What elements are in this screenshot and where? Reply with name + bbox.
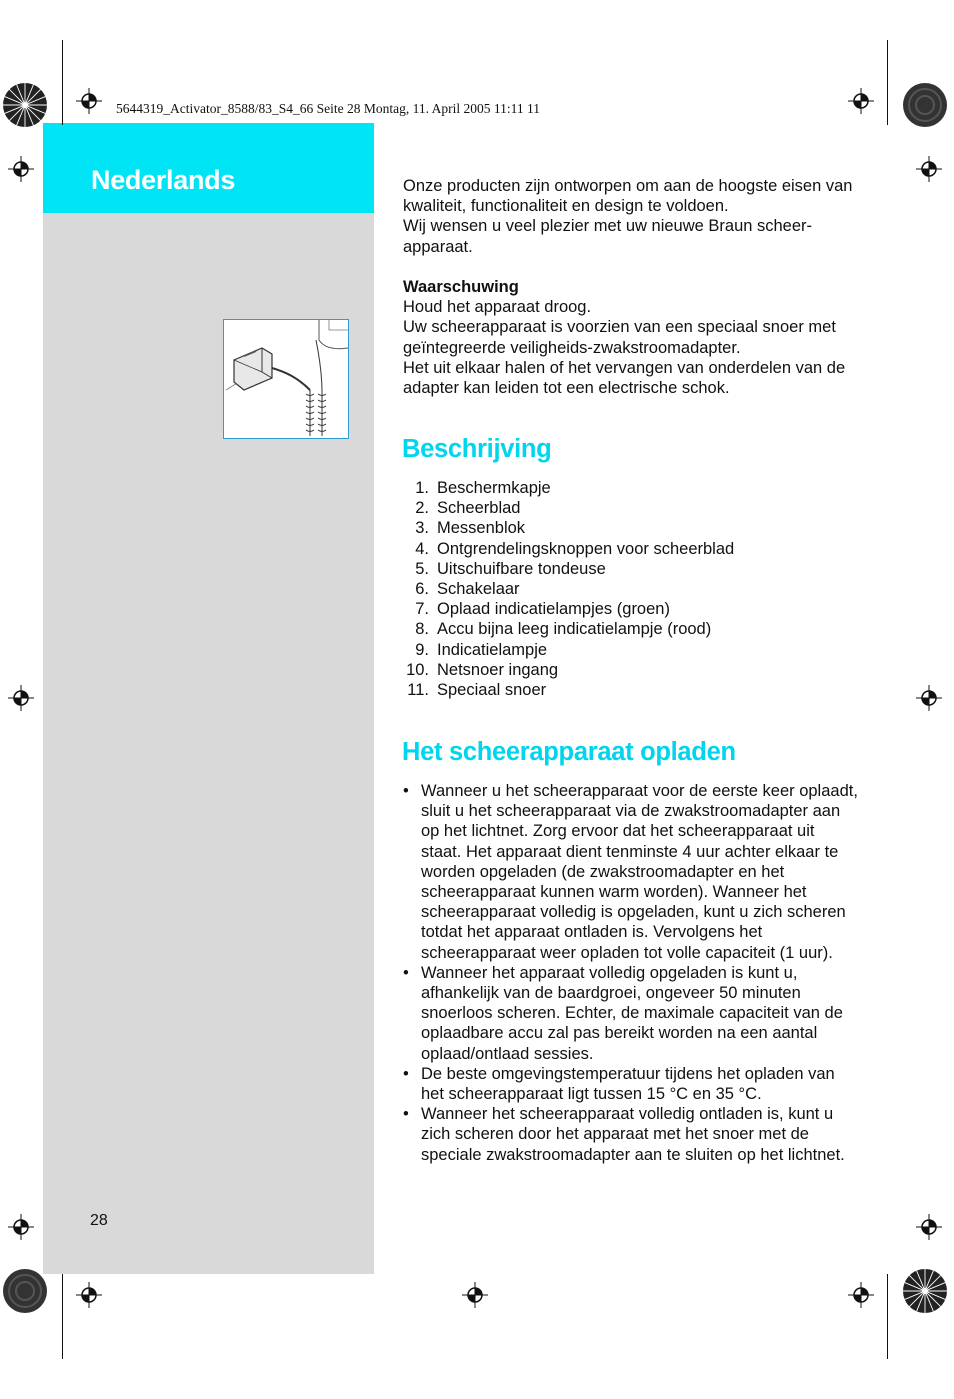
bullet-text: Wanneer het scheerapparaat volledig ontladen is, kunt u zich scheren door het apparaat met het snoer met de speciale zwakstroomadapter aan te sluiten op het lichtnet. xyxy=(421,1105,845,1164)
bullet-icon: • xyxy=(403,963,409,982)
item-number: 4. xyxy=(415,539,429,558)
warning-heading: Waarschuwing xyxy=(403,278,519,296)
charging-bullets xyxy=(403,781,859,1165)
warning-line: Het uit elkaar halen of het vervangen van onderdelen van de adapter kan leiden tot een electrische schok. xyxy=(403,358,846,398)
crosshair-mark-icon xyxy=(916,156,942,182)
item-text: Speciaal snoer xyxy=(437,680,547,699)
bullet-item xyxy=(403,781,859,963)
crosshair-mark-icon xyxy=(916,685,942,711)
list-item xyxy=(403,680,863,700)
bullet-item xyxy=(403,1064,859,1104)
list-item xyxy=(403,559,863,579)
warning-line: Houd het apparaat droog. xyxy=(403,298,592,317)
intro-paragraph: Onze producten zijn ontworpen om aan de hoogste eisen van kwaliteit, functionaliteit en design te voldoen. xyxy=(403,177,853,216)
printer-slug: 5644319_Activator_8588/83_S4_66 Seite 28 Montag, 11. April 2005 11:11 11 xyxy=(116,101,540,116)
item-text: Ontgrendelingsknoppen voor scheerblad xyxy=(437,539,735,558)
item-number: 7. xyxy=(415,600,429,619)
crosshair-mark-icon xyxy=(8,685,34,711)
item-number: 1. xyxy=(415,479,429,497)
item-text: Scheerblad xyxy=(437,499,521,518)
crosshair-mark-icon xyxy=(8,1214,34,1240)
registration-rose-icon xyxy=(2,1268,48,1314)
list-item xyxy=(403,660,863,680)
item-text: Indicatielampje xyxy=(437,640,548,659)
crosshair-mark-icon xyxy=(462,1282,488,1308)
crop-line xyxy=(62,1274,63,1359)
list-item xyxy=(403,599,863,619)
item-text: Beschermkapje xyxy=(437,479,551,497)
crop-line xyxy=(887,1274,888,1359)
language-title: Nederlands xyxy=(91,165,236,195)
list-item xyxy=(403,579,863,599)
list-item xyxy=(403,640,863,660)
description-heading: Beschrijving xyxy=(402,435,552,463)
crosshair-mark-icon xyxy=(8,156,34,182)
item-number: 5. xyxy=(415,559,429,578)
bullet-item xyxy=(403,963,859,1064)
intro-paragraph: Wij wensen u veel plezier met uw nieuwe Braun scheer-apparaat. xyxy=(403,217,813,256)
warning-line: Uw scheerapparaat is voorzien van een speciaal snoer met geïntegreerde veiligheids-zwakstroomadapter. xyxy=(403,318,836,357)
item-text: Messenblok xyxy=(437,519,526,538)
registration-rose-icon xyxy=(902,1268,948,1314)
charging-heading: Het scheerapparaat opladen xyxy=(402,738,736,766)
crosshair-mark-icon xyxy=(848,88,874,114)
plug-and-cord-drawing xyxy=(224,320,348,438)
bullet-icon: • xyxy=(403,1064,409,1083)
list-item xyxy=(403,518,863,538)
registration-rose-icon xyxy=(2,82,48,128)
crosshair-mark-icon xyxy=(916,1214,942,1240)
crop-line xyxy=(887,40,888,125)
registration-rose-icon xyxy=(902,82,948,128)
list-item xyxy=(403,478,863,498)
bullet-item xyxy=(403,1104,859,1165)
adapter-illustration xyxy=(223,319,349,439)
item-number: 11. xyxy=(407,680,429,699)
page-number: 28 xyxy=(90,1212,108,1229)
crosshair-mark-icon xyxy=(76,1282,102,1308)
bullet-text: De beste omgevingstemperatuur tijdens het opladen van het scheerapparaat ligt tussen 15 °C en 35 °C. xyxy=(421,1064,835,1104)
warning-section xyxy=(403,277,863,398)
item-text: Schakelaar xyxy=(437,579,520,598)
item-number: 6. xyxy=(415,579,429,598)
item-number: 3. xyxy=(415,519,429,538)
bullet-text: Wanneer u het scheerapparaat voor de eerste keer oplaadt, sluit u het scheerapparaat via de zwakstroomadapter aan op het lichtnet. Zorg ervoor dat het scheerapparaat uit staat. Het apparaat dient tenminste 4 uur achter elkaar te worden opgeladen (de zwakstroomadapter en het scheerapparaat kunnen warm worden). Wanneer het scheerapparaat volledig is opgeladen, kunt u zich scheren totdat het apparaat ontladen is. Vervolgens het scheerapparaat weer opladen tot volle capaciteit (1 uur). xyxy=(421,782,858,962)
item-text: Oplaad indicatielampjes (groen) xyxy=(437,600,670,619)
item-text: Accu bijna leeg indicatielampje (rood) xyxy=(437,620,712,639)
bullet-text: Wanneer het apparaat volledig opgeladen is kunt u, afhankelijk van de baardgroei, ongeveer 50 minuten snoerloos scheren. Echter, de maximale capaciteit van de oplaadbare accu zal pas bereikt worden na een aantal oplaad/ontlaad sessies. xyxy=(421,963,843,1063)
item-number: 10. xyxy=(406,660,429,679)
item-number: 8. xyxy=(415,620,429,639)
list-item xyxy=(403,619,863,639)
parts-list xyxy=(403,478,863,700)
list-item xyxy=(403,539,863,559)
bullet-icon: • xyxy=(403,782,409,800)
crosshair-mark-icon xyxy=(76,88,102,114)
crosshair-mark-icon xyxy=(848,1282,874,1308)
item-number: 2. xyxy=(415,499,429,518)
left-margin-panel xyxy=(43,123,374,1274)
crop-line xyxy=(62,40,63,125)
item-text: Netsnoer ingang xyxy=(437,660,559,679)
bullet-icon: • xyxy=(403,1105,409,1124)
list-item xyxy=(403,498,863,518)
intro-text xyxy=(403,176,863,257)
item-number: 9. xyxy=(415,640,429,659)
item-text: Uitschuifbare tondeuse xyxy=(437,559,606,578)
